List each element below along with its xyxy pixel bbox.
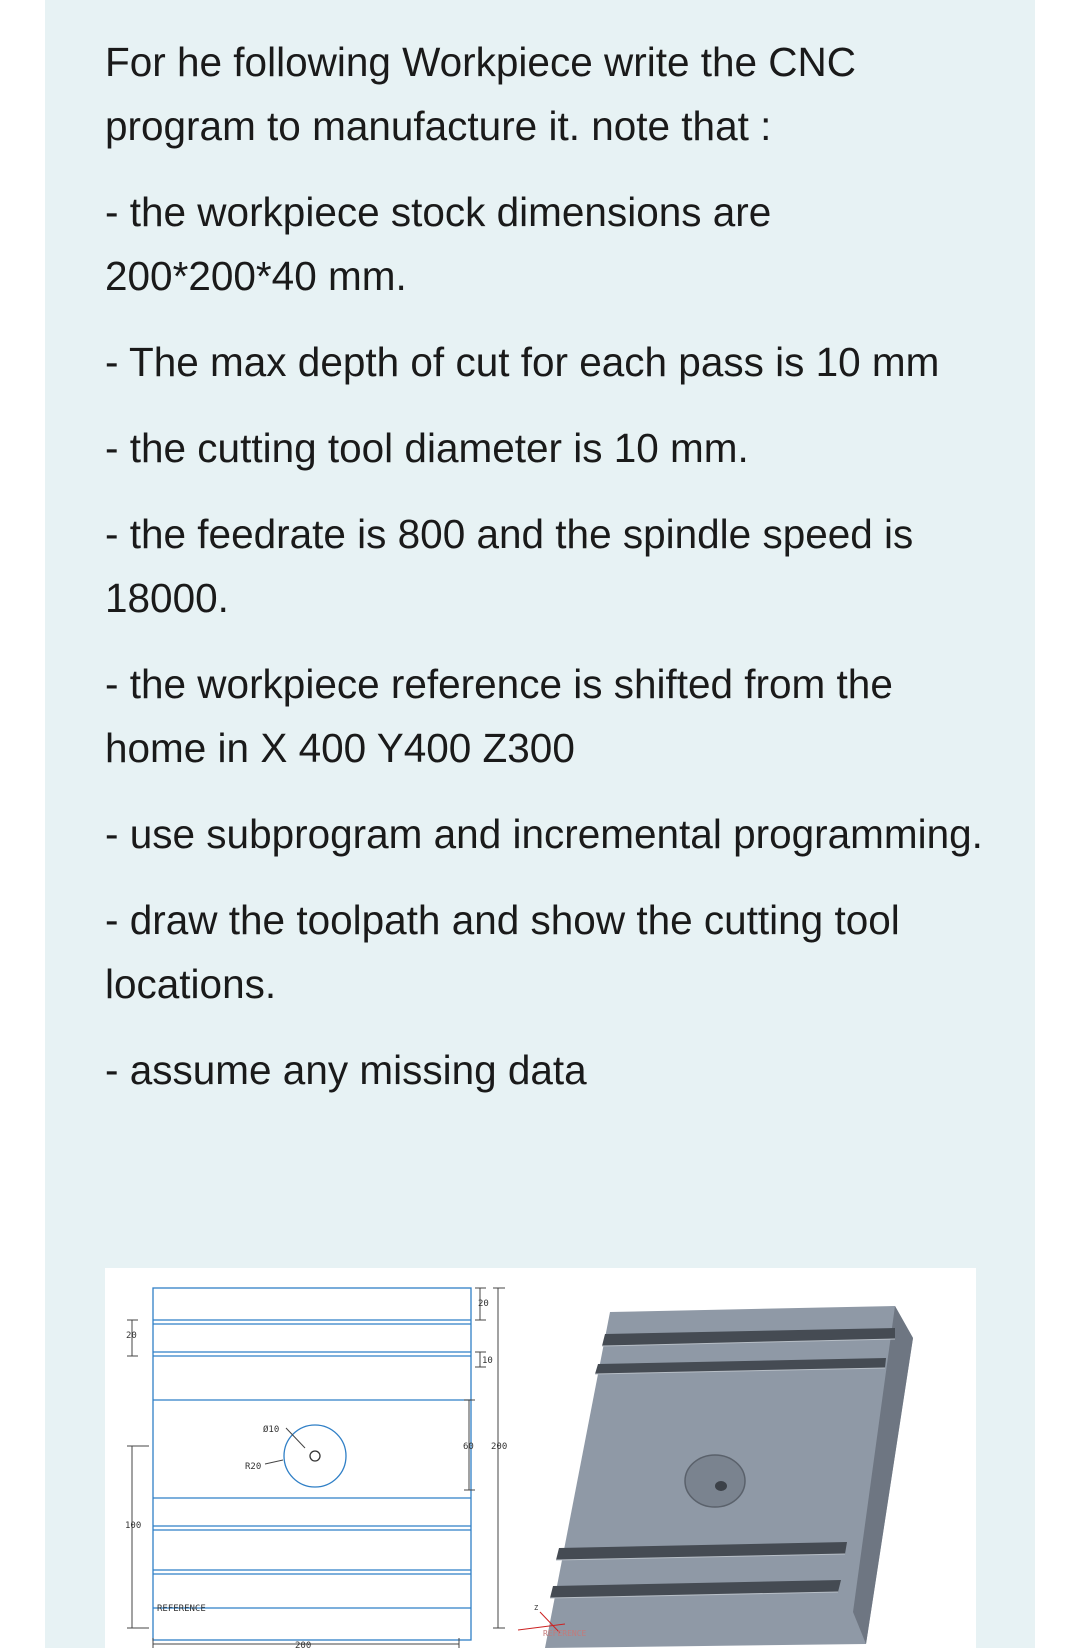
pocket-circle (284, 1425, 346, 1487)
pocket-3d (685, 1455, 745, 1507)
dim-hole-dia: Ø10 (263, 1425, 280, 1435)
question-text (105, 30, 985, 1124)
hole-3d (715, 1481, 727, 1491)
requirement-toolpath: - draw the toolpath and show the cutting tool locations. (105, 897, 900, 1007)
axis-z-label: Z (534, 1604, 539, 1612)
dim-right-small: 10 (482, 1356, 493, 1366)
requirement-stock: - the workpiece stock dimensions are 200*200*40 mm. (105, 189, 772, 299)
reference-label-3d: REFERENCE (543, 1629, 587, 1638)
dim-right-top: 20 (478, 1299, 489, 1309)
requirement-tool: - the cutting tool diameter is 10 mm. (105, 425, 749, 471)
dimension-labels (125, 1299, 507, 1648)
dim-left-height: 100 (125, 1521, 142, 1531)
dim-right-total: 200 (491, 1442, 508, 1452)
isometric-view (518, 1306, 913, 1648)
dimension-lines (127, 1288, 508, 1648)
dim-left-slot: 20 (126, 1331, 137, 1341)
requirement-reference: - the workpiece reference is shifted from the home in X 400 Y400 Z300 (105, 661, 893, 771)
hole-circle (310, 1451, 320, 1461)
requirement-subprogram: - use subprogram and incremental programming. (105, 811, 983, 857)
dim-bottom-width: 200 (295, 1641, 312, 1648)
requirement-feed: - the feedrate is 800 and the spindle speed is 18000. (105, 511, 914, 621)
requirement-missing-data: - assume any missing data (105, 1047, 587, 1093)
dim-right-mid: 60 (463, 1442, 474, 1452)
reference-label-2d: REFERENCE (157, 1604, 206, 1614)
question-intro: For he following Workpiece write the CNC program to manufacture it. note that : (105, 39, 857, 149)
workpiece-drawing (105, 1268, 976, 1648)
part-outline (153, 1288, 471, 1640)
requirement-depth: - The max depth of cut for each pass is 10 mm (105, 339, 940, 385)
dim-radius: R20 (245, 1462, 262, 1472)
workpiece-figure (105, 1268, 976, 1648)
top-view-drawing (153, 1288, 471, 1640)
